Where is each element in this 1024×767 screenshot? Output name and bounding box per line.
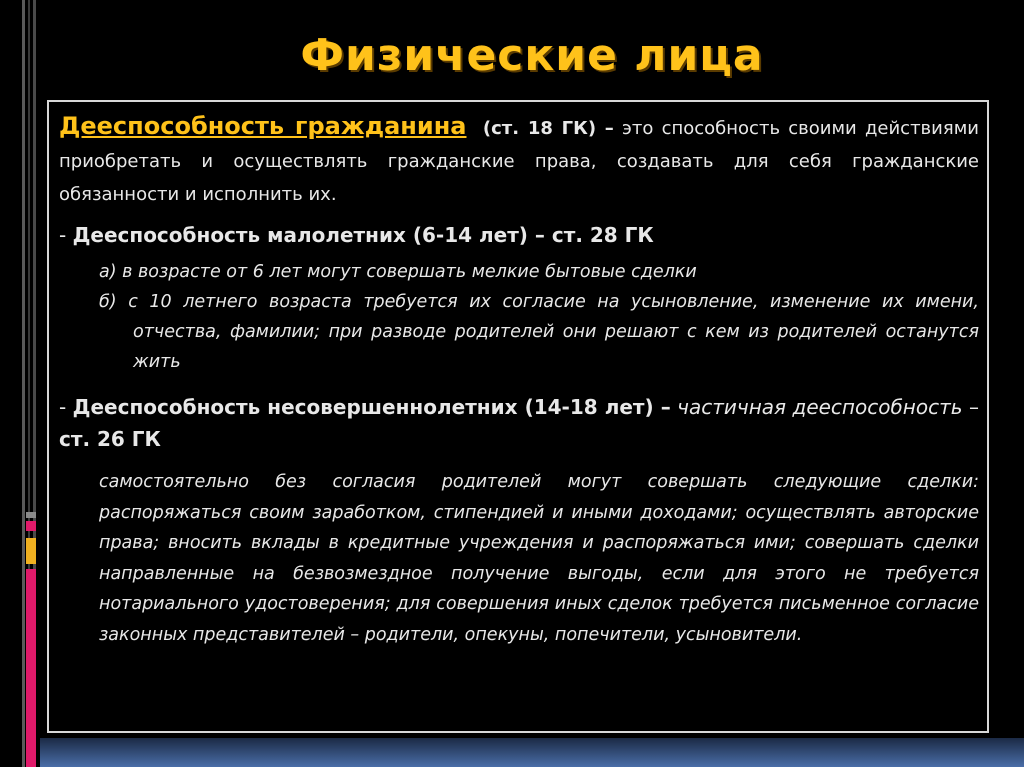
definition-ref: (ст. 18 ГК) – bbox=[482, 118, 614, 139]
minors-dash: - bbox=[59, 223, 73, 247]
decor-bar bbox=[22, 0, 25, 767]
content-body bbox=[59, 110, 979, 650]
bottom-gradient-strip bbox=[40, 738, 1024, 767]
juveniles-description: самостоятельно без согласия родителей могут совершать следующие сделки: распоряжаться своим заработком, стипендией и иными доходами; осуществлять авторские права; вносить вклады в кредитные учреждения и распоряжаться ими; совершать сделки направленные на безвозмездное получение выгоды, если для этого не требуется нотариального удостоверения; для совершения иных сделок требуется письменное согласие законных представителей – родители, опекуны, попечители, усыновители. bbox=[99, 472, 979, 645]
content-frame bbox=[47, 100, 989, 733]
juveniles-dash2: – bbox=[962, 395, 980, 419]
definition-paragraph bbox=[59, 110, 979, 211]
accent-block bbox=[26, 569, 36, 767]
definition-term: Дееспособность гражданина bbox=[59, 112, 467, 140]
accent-block bbox=[26, 521, 36, 531]
juveniles-heading bbox=[59, 391, 979, 455]
slide-title: Физические лица bbox=[300, 30, 764, 81]
minors-list bbox=[99, 257, 979, 377]
definition-text: это способность своими действиями приобретать и осуществлять гражданские права, создавать для себя гражданские обязанности и исполнить их. bbox=[59, 118, 979, 205]
juveniles-ref: ст. 26 ГК bbox=[59, 427, 161, 451]
juveniles-partial: частичная дееспособность bbox=[670, 395, 963, 419]
accent-block bbox=[26, 538, 36, 564]
juveniles-heading-text: Дееспособность несовершеннолетних (14-18 лет) – bbox=[72, 395, 671, 419]
accent-block bbox=[26, 512, 36, 518]
juveniles-dash: - bbox=[59, 395, 73, 419]
list-item: б) с 10 летнего возраста требуется их согласие на усыновление, изменение их имени, отчества, фамилии; при разводе родителей они решают с кем из родителей останутся жить bbox=[99, 292, 979, 372]
list-item: а) в возрасте от 6 лет могут совершать мелкие бытовые сделки bbox=[99, 262, 697, 282]
minors-heading-text: Дееспособность малолетних (6-14 лет) – ст. 28 ГК bbox=[72, 223, 654, 247]
minors-heading bbox=[59, 219, 979, 251]
